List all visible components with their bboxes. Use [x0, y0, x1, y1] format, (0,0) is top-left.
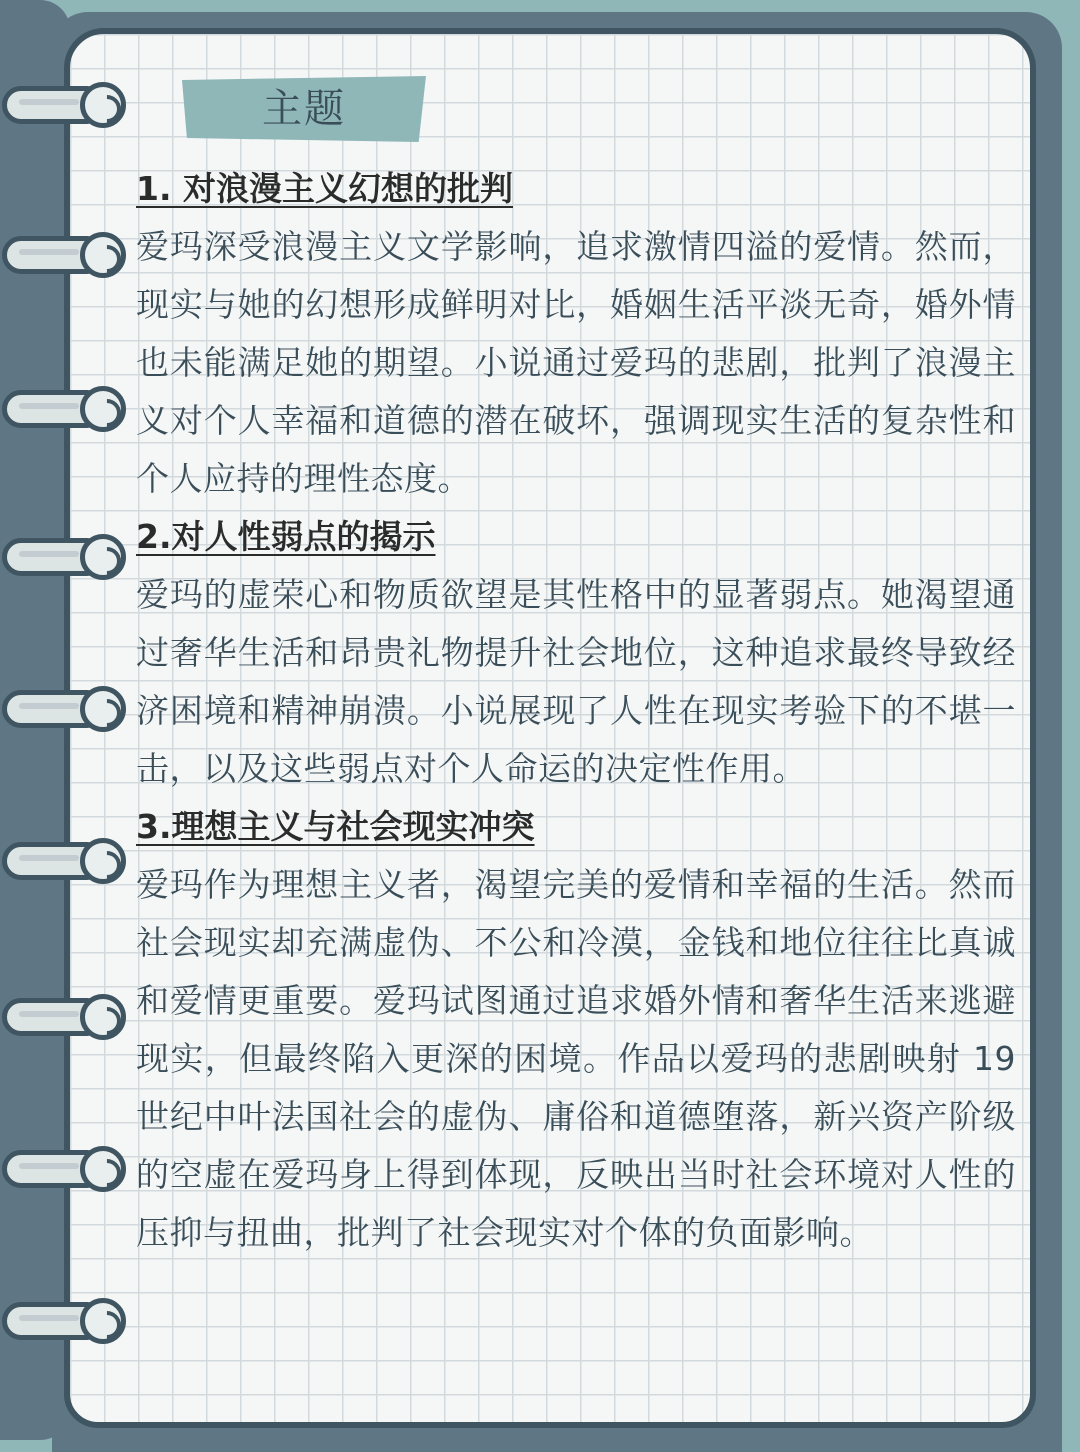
section-body: 爱玛作为理想主义者，渴望完美的爱情和幸福的生活。然而社会现实却充满虚伪、不公和冷漠，金钱和地位往往比真诚和爱情更重要。爱玛试图通过追求婚外情和奢华生活来逃避现实，但最终陷入更深的困境。作品以爱玛的悲剧映射 19 世纪中叶法国社会的虚伪、庸俗和道德堕落，新兴资产阶级的空虚在爱玛身上得到体现，反映出当时社会环境对人性的压抑与扭曲，批判了社会现实对个体的负面影响。: [136, 865, 1016, 1252]
binder-ring: [2, 82, 128, 128]
binder-ring: [2, 1146, 128, 1192]
section-1: [136, 160, 1016, 508]
section-heading: [136, 508, 1016, 566]
section-heading-text: 1. 对浪漫主义幻想的批判: [136, 169, 513, 208]
section-heading: [136, 160, 1016, 218]
page-title: 主题: [262, 86, 346, 132]
binder-ring: [2, 386, 128, 432]
binder-ring: [2, 838, 128, 884]
section-heading-text: 2.对人性弱点的揭示: [136, 517, 436, 556]
section-2: [136, 508, 1016, 798]
section-body: 爱玛深受浪漫主义文学影响，追求激情四溢的爱情。然而，现实与她的幻想形成鲜明对比，婚姻生活平淡无奇，婚外情也未能满足她的期望。小说通过爱玛的悲剧，批判了浪漫主义对个人幸福和道德的潜在破坏，强调现实生活的复杂性和个人应持的理性态度。: [136, 227, 1016, 498]
section-heading: [136, 798, 1016, 856]
binder-ring: [2, 994, 128, 1040]
binder-ring: [2, 1298, 128, 1344]
content-area: [136, 160, 1016, 1262]
binder-ring: [2, 232, 128, 278]
section-body: 爱玛的虚荣心和物质欲望是其性格中的显著弱点。她渴望通过奢华生活和昂贵礼物提升社会地位，这种追求最终导致经济困境和精神崩溃。小说展现了人性在现实考验下的不堪一击，以及这些弱点对个人命运的决定性作用。: [136, 575, 1016, 788]
section-heading-text: 3.理想主义与社会现实冲突: [136, 807, 535, 846]
binder-ring: [2, 686, 128, 732]
binder-ring: [2, 534, 128, 580]
section-3: [136, 798, 1016, 1262]
